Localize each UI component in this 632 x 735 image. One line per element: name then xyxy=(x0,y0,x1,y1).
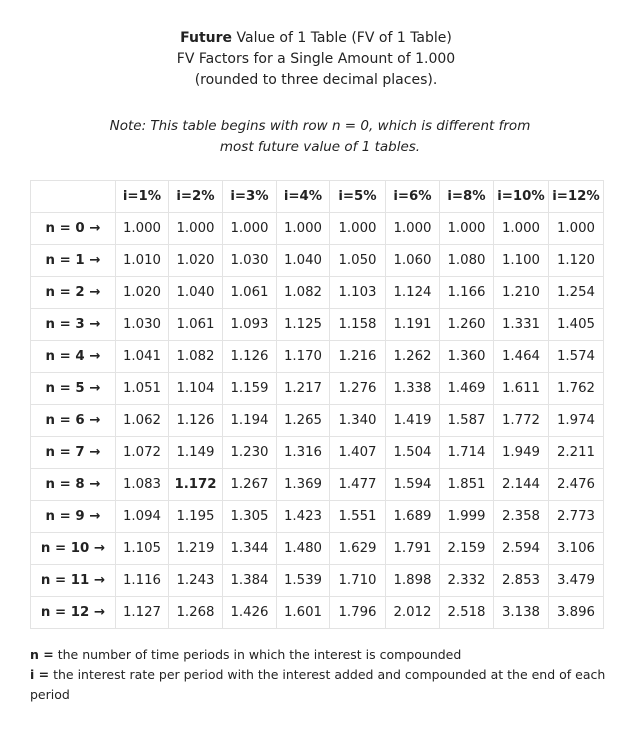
legend-n xyxy=(30,645,610,665)
table-cell: 1.100 xyxy=(494,245,549,277)
table-cell: 1.126 xyxy=(223,341,277,373)
table-cell: 1.030 xyxy=(223,245,277,277)
table-cell: 1.094 xyxy=(116,501,169,533)
table-cell: 1.172 xyxy=(169,469,223,501)
table-row xyxy=(31,533,604,565)
table-heading xyxy=(0,28,632,91)
legend-n-text: the number of time periods in which the interest is compounded xyxy=(53,647,462,662)
table-cell: 1.191 xyxy=(386,309,440,341)
table-cell: 1.762 xyxy=(549,373,604,405)
table-cell: 1.464 xyxy=(494,341,549,373)
table-row xyxy=(31,437,604,469)
table-cell: 1.260 xyxy=(440,309,494,341)
table-row xyxy=(31,277,604,309)
table-cell: 1.974 xyxy=(549,405,604,437)
header-row xyxy=(31,181,604,213)
table-cell: 1.574 xyxy=(549,341,604,373)
table-cell: 1.384 xyxy=(223,565,277,597)
table-cell: 1.093 xyxy=(223,309,277,341)
table-cell: 1.594 xyxy=(386,469,440,501)
title-line-2: FV Factors for a Single Amount of 1.000 xyxy=(176,51,456,67)
table-cell: 2.358 xyxy=(494,501,549,533)
table-cell: 1.217 xyxy=(277,373,330,405)
table-cell: 1.611 xyxy=(494,373,549,405)
table-cell: 1.194 xyxy=(223,405,277,437)
table-cell: 1.041 xyxy=(116,341,169,373)
table-cell: 1.340 xyxy=(330,405,386,437)
column-header: i=6% xyxy=(386,181,440,213)
table-cell: 1.062 xyxy=(116,405,169,437)
row-label: n = 3 → xyxy=(31,309,116,341)
table-cell: 1.116 xyxy=(116,565,169,597)
column-header: i=3% xyxy=(223,181,277,213)
table-cell: 2.332 xyxy=(440,565,494,597)
table-row xyxy=(31,565,604,597)
table-cell: 1.338 xyxy=(386,373,440,405)
table-cell: 1.254 xyxy=(549,277,604,309)
table-cell: 1.419 xyxy=(386,405,440,437)
table-cell: 1.267 xyxy=(223,469,277,501)
table-cell: 1.629 xyxy=(330,533,386,565)
table-cell: 2.476 xyxy=(549,469,604,501)
table-cell: 3.106 xyxy=(549,533,604,565)
table-cell: 1.477 xyxy=(330,469,386,501)
table-cell: 1.195 xyxy=(169,501,223,533)
table-cell: 1.791 xyxy=(386,533,440,565)
table-cell: 1.159 xyxy=(223,373,277,405)
table-cell: 1.125 xyxy=(277,309,330,341)
table-cell: 2.773 xyxy=(549,501,604,533)
table-cell: 1.689 xyxy=(386,501,440,533)
table-cell: 1.158 xyxy=(330,309,386,341)
table-cell: 1.216 xyxy=(330,341,386,373)
table-cell: 2.518 xyxy=(440,597,494,629)
table-cell: 1.124 xyxy=(386,277,440,309)
table-cell: 1.369 xyxy=(277,469,330,501)
row-label: n = 8 → xyxy=(31,469,116,501)
table-cell: 1.083 xyxy=(116,469,169,501)
table-cell: 1.344 xyxy=(223,533,277,565)
table-cell: 1.050 xyxy=(330,245,386,277)
table-cell: 1.551 xyxy=(330,501,386,533)
title-line-1 xyxy=(0,28,632,49)
table-cell: 1.426 xyxy=(223,597,277,629)
legend-n-key: n = xyxy=(30,647,54,662)
row-label: n = 0 → xyxy=(31,213,116,245)
table-cell: 1.219 xyxy=(169,533,223,565)
table-cell: 1.000 xyxy=(549,213,604,245)
table-row xyxy=(31,405,604,437)
note-line-1: Note: This table begins with row n = 0, which is different from xyxy=(109,118,531,134)
table-cell: 1.851 xyxy=(440,469,494,501)
table-row xyxy=(31,245,604,277)
table-cell: 1.268 xyxy=(169,597,223,629)
table-cell: 1.030 xyxy=(116,309,169,341)
column-header: i=4% xyxy=(277,181,330,213)
table-cell: 2.144 xyxy=(494,469,549,501)
row-label: n = 6 → xyxy=(31,405,116,437)
table-cell: 1.000 xyxy=(494,213,549,245)
legend-i xyxy=(30,665,610,705)
table-cell: 1.405 xyxy=(549,309,604,341)
table-cell: 1.170 xyxy=(277,341,330,373)
row-label: n = 10 → xyxy=(31,533,116,565)
table-cell: 1.265 xyxy=(277,405,330,437)
fv-table xyxy=(30,180,604,629)
table-cell: 1.000 xyxy=(277,213,330,245)
note-line-2: most future value of 1 tables. xyxy=(219,139,421,155)
table-cell: 2.853 xyxy=(494,565,549,597)
table-cell: 1.480 xyxy=(277,533,330,565)
table-cell: 3.138 xyxy=(494,597,549,629)
table-cell: 1.082 xyxy=(277,277,330,309)
table-cell: 1.504 xyxy=(386,437,440,469)
table-cell: 1.243 xyxy=(169,565,223,597)
table-cell: 1.772 xyxy=(494,405,549,437)
table-body xyxy=(31,213,604,629)
table-row xyxy=(31,501,604,533)
table-cell: 1.127 xyxy=(116,597,169,629)
column-header: i=5% xyxy=(330,181,386,213)
table-cell: 1.316 xyxy=(277,437,330,469)
row-label: n = 11 → xyxy=(31,565,116,597)
table-cell: 1.104 xyxy=(169,373,223,405)
table-cell: 1.072 xyxy=(116,437,169,469)
title-rest: Value of 1 Table (FV of 1 Table) xyxy=(232,30,452,46)
title-line-3: (rounded to three decimal places). xyxy=(194,72,438,88)
table-cell: 1.120 xyxy=(549,245,604,277)
table-cell: 1.060 xyxy=(386,245,440,277)
legend-i-text: the interest rate per period with the interest added and compounded at the end of each period xyxy=(30,667,606,702)
table-cell: 1.000 xyxy=(330,213,386,245)
table-cell: 1.262 xyxy=(386,341,440,373)
table-cell: 1.601 xyxy=(277,597,330,629)
table-cell: 1.105 xyxy=(116,533,169,565)
table-cell: 2.012 xyxy=(386,597,440,629)
table-cell: 2.211 xyxy=(549,437,604,469)
table-cell: 1.796 xyxy=(330,597,386,629)
table-row xyxy=(31,373,604,405)
column-header: i=8% xyxy=(440,181,494,213)
table-cell: 1.000 xyxy=(169,213,223,245)
table-cell: 1.276 xyxy=(330,373,386,405)
title-bold: Future xyxy=(180,30,233,46)
table-cell: 1.082 xyxy=(169,341,223,373)
table-cell: 1.080 xyxy=(440,245,494,277)
table-cell: 1.305 xyxy=(223,501,277,533)
table-row xyxy=(31,341,604,373)
table-cell: 1.051 xyxy=(116,373,169,405)
table-cell: 3.896 xyxy=(549,597,604,629)
table-cell: 2.594 xyxy=(494,533,549,565)
table-cell: 1.407 xyxy=(330,437,386,469)
table-cell: 1.331 xyxy=(494,309,549,341)
table-cell: 1.539 xyxy=(277,565,330,597)
table-cell: 1.210 xyxy=(494,277,549,309)
table-cell: 1.126 xyxy=(169,405,223,437)
table-cell: 1.061 xyxy=(169,309,223,341)
row-label: n = 1 → xyxy=(31,245,116,277)
table-cell: 1.149 xyxy=(169,437,223,469)
table-row xyxy=(31,213,604,245)
table-cell: 1.010 xyxy=(116,245,169,277)
table-row xyxy=(31,597,604,629)
table-cell: 1.714 xyxy=(440,437,494,469)
table-cell: 1.949 xyxy=(494,437,549,469)
table-cell: 1.000 xyxy=(223,213,277,245)
table-cell: 3.479 xyxy=(549,565,604,597)
table-cell: 1.000 xyxy=(440,213,494,245)
table-cell: 2.159 xyxy=(440,533,494,565)
table-cell: 1.000 xyxy=(386,213,440,245)
table-cell: 1.898 xyxy=(386,565,440,597)
row-label: n = 12 → xyxy=(31,597,116,629)
table-row xyxy=(31,469,604,501)
table-cell: 1.360 xyxy=(440,341,494,373)
row-label: n = 4 → xyxy=(31,341,116,373)
table-cell: 1.423 xyxy=(277,501,330,533)
table-cell: 1.020 xyxy=(116,277,169,309)
table-cell: 1.230 xyxy=(223,437,277,469)
table-cell: 1.999 xyxy=(440,501,494,533)
row-label: n = 5 → xyxy=(31,373,116,405)
table-row xyxy=(31,309,604,341)
legend-i-key: i = xyxy=(30,667,50,682)
row-label: n = 9 → xyxy=(31,501,116,533)
table-cell: 1.040 xyxy=(169,277,223,309)
table-cell: 1.061 xyxy=(223,277,277,309)
column-header: i=10% xyxy=(494,181,549,213)
table-cell: 1.040 xyxy=(277,245,330,277)
table-cell: 1.000 xyxy=(116,213,169,245)
corner-cell xyxy=(31,181,116,213)
column-header: i=1% xyxy=(116,181,169,213)
table-note xyxy=(100,116,540,158)
table-cell: 1.166 xyxy=(440,277,494,309)
table-cell: 1.587 xyxy=(440,405,494,437)
table-cell: 1.710 xyxy=(330,565,386,597)
table-cell: 1.103 xyxy=(330,277,386,309)
table-cell: 1.469 xyxy=(440,373,494,405)
column-header: i=2% xyxy=(169,181,223,213)
table-cell: 1.020 xyxy=(169,245,223,277)
row-label: n = 2 → xyxy=(31,277,116,309)
legend xyxy=(30,645,610,705)
column-header: i=12% xyxy=(549,181,604,213)
row-label: n = 7 → xyxy=(31,437,116,469)
